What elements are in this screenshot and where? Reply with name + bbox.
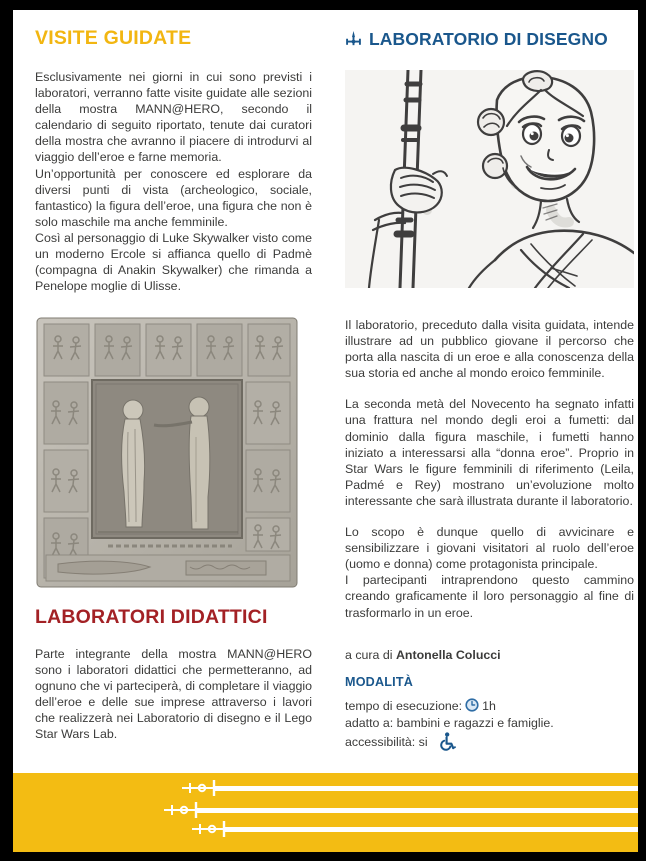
hercules-relief-image [36,317,298,588]
modalita-title: MODALITÀ [345,675,414,689]
paragraph: Il laboratorio, preceduto dalla visita guidata, intende illustrare ad un pubblico giovane il percorso che porta alla nascita di un eroe e alla conoscenza della sua storia ed anche al mondo eroico femminile. [345,318,634,381]
tempo-line [345,698,634,715]
paragraph: Così al personaggio di Luke Skywalker visto come un moderno Ercole si affianca quello di Padmè (compagna di Anakin Skywalker) che rimanda a Penelope moglie di Ulisse. [35,230,312,294]
visite-guidate-text [35,69,312,294]
curator-line [345,648,634,662]
clock-icon [465,698,479,712]
paragraph: I partecipanti intraprendono questo cammino creando graficamente il loro personaggio al fine di trasformarlo in un eroe. [345,573,634,620]
paragraph: La seconda metà del Novecento ha segnato infatti una frattura nel mondo degli eroi a fumetti: dal dominio dalla figura maschile, i fumetti hanno iniziato a interessarsi alla “donna eroe”. Proprio in Star Wars le figure femminili di riferimento (Leila, Padmé e Rey) mostrano un’evoluzione molto interessante che sarà illustrata durante il laboratorio. [345,397,634,508]
tempo-label: tempo di esecuzione: [345,699,463,713]
laboratori-didattici-text [35,646,312,743]
laboratori-didattici-title: LABORATORI DIDATTICI [35,606,268,628]
curator-name: Antonella Colucci [395,648,501,662]
visite-guidate-title: VISITE GUIDATE [35,27,192,49]
paragraph: Esclusivamente nei giorni in cui sono previsti i laboratori, verranno fatte visite guidate alle sezioni della mostra MANN@HERO, secondo il calendario di seguito riportato, tenute dai curatori della mostra che avranno il piacere di introdurvi al viaggio dell’eroe e farne memoria. [35,70,312,165]
lightsaber-blade [225,827,638,832]
starfighter-icon [345,31,362,48]
lightsaber-blade [215,786,638,791]
yellow-footer-band [13,773,638,852]
tempo-value: 1h [482,699,496,713]
brochure-page [13,10,638,852]
adatto-line: adatto a: bambini e ragazzi e famiglie. [345,716,554,730]
paragraph: Lo scopo è dunque quello di avvicinare e sensibilizzare i giovani visitatori al ruolo dell’eroe (uomo e donna) come protagonista principale. [345,525,634,572]
modalita-details [345,698,634,752]
laboratorio-disegno-label: LABORATORIO DI DISEGNO [369,29,608,49]
accessibilita-line [345,732,634,752]
laboratorio-disegno-text [345,317,634,621]
laboratorio-disegno-title [345,29,608,50]
paragraph: Un’opportunità per conoscere ed esplorare da diversi punti di vista (archeologico, sociale, fantastico) la figura dell’eroe, una figura che non è solo maschile ma anche femminile. [35,166,312,229]
paragraph: Parte integrante della mostra MANN@HERO sono i laboratori didattici che permetteranno, ad ognuno che vi parteciperà, di completare il viaggio dell’eroe e delle sue imprese attraverso i lavori che realizzerà nei Laboratorio di disegno e il Lego Star Wars Lab. [35,647,312,742]
rey-sketch-image [345,70,634,288]
curator-prefix: a cura di [345,648,396,662]
lightsaber-blade [197,808,638,813]
wheelchair-icon [437,732,457,752]
accessibilita-label: accessibilità: si [345,735,428,749]
